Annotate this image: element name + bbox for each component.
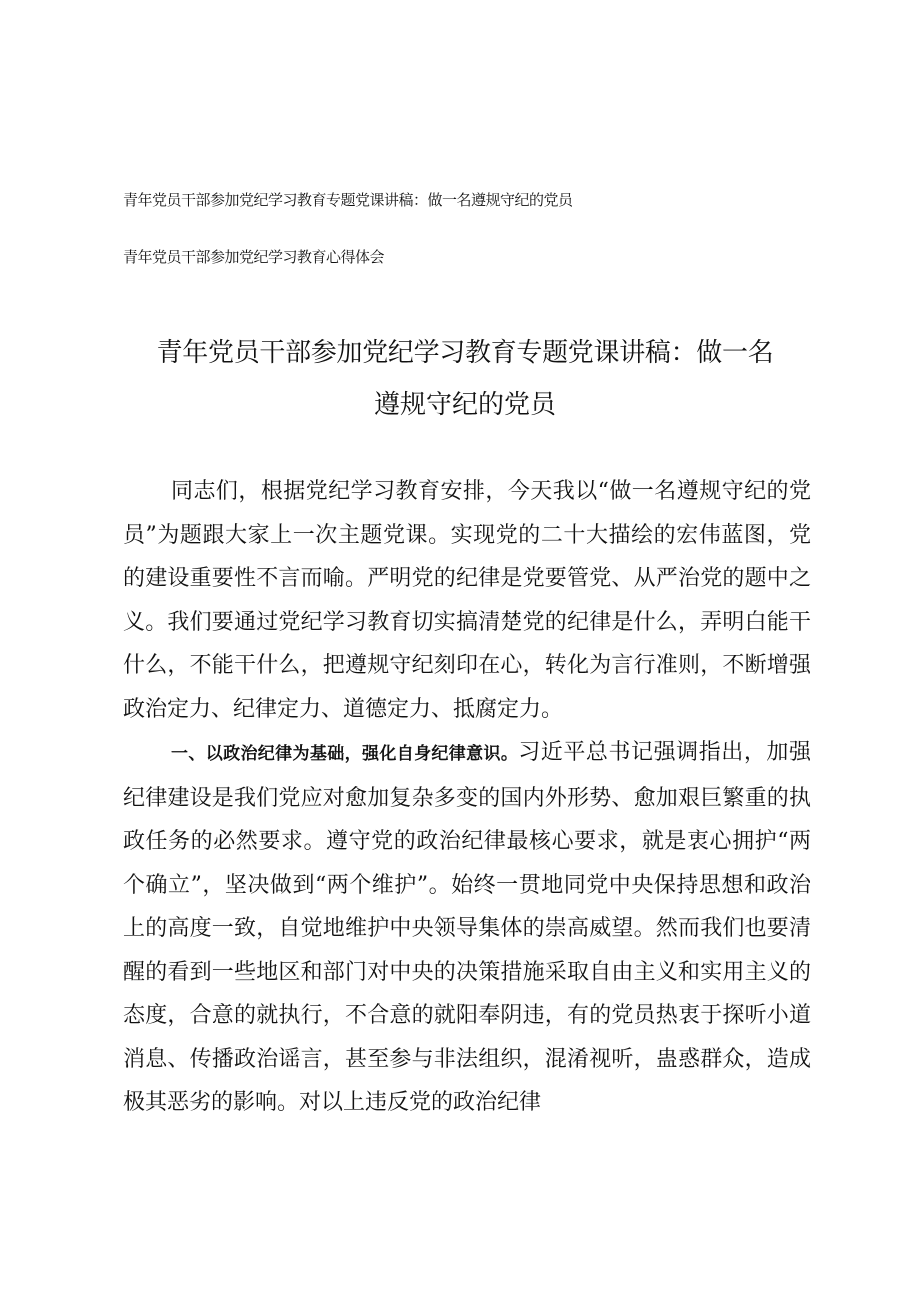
document-title-line-1: 青年党员干部参加党纪学习教育专题党课讲稿：做一名 <box>156 338 774 368</box>
section-one-heading: 一、以政治纪律为基础，强化自身纪律意识。 <box>171 744 519 764</box>
section-one-text: 习近平总书记强调指出，加强纪律建设是我们党应对愈加复杂多变的国内外形势、愈加艰巨繁重的执政任务的必然要求。遵守党的政治纪律最核心要求，就是衷心拥护“两个确立”，坚决做到“两个维护”。始终一贯地同党中央保持思想和政治上的高度一致，自觉地维护中央领导集体的崇高威望。然而我们也要清醒的看到一些地区和部门对中央的决策措施采取自由主义和实用主义的态度，合意的就执行，不合意的就阳奉阴违，有的党员热衷于探听小道消息、传播政治谣言，甚至参与非法组织，混淆视听，蛊惑群众，造成极其恶劣的影响。对以上违反党的政治纪律 <box>123 740 811 1115</box>
toc-entry-experience: 青年党员干部参加党纪学习教育心得体会 <box>123 248 385 266</box>
paragraph-section-one <box>123 731 811 1125</box>
document-title-line-2: 遵规守纪的党员 <box>373 390 556 420</box>
document-body <box>123 470 811 1125</box>
toc-entry-lecture: 青年党员干部参加党纪学习教育专题党课讲稿：做一名遵规守纪的党员 <box>123 191 573 209</box>
paragraph-intro: 同志们，根据党纪学习教育安排，今天我以“做一名遵规守纪的党员”为题跟大家上一次主题党课。实现党的二十大描绘的宏伟蓝图，党的建设重要性不言而喻。严明党的纪律是党要管党、从严治党的题中之义。我们要通过党纪学习教育切实搞清楚党的纪律是什么，弄明白能干什么，不能干什么，把遵规守纪刻印在心，转化为言行准则，不断增强政治定力、纪律定力、道德定力、抵腐定力。 <box>123 479 811 722</box>
